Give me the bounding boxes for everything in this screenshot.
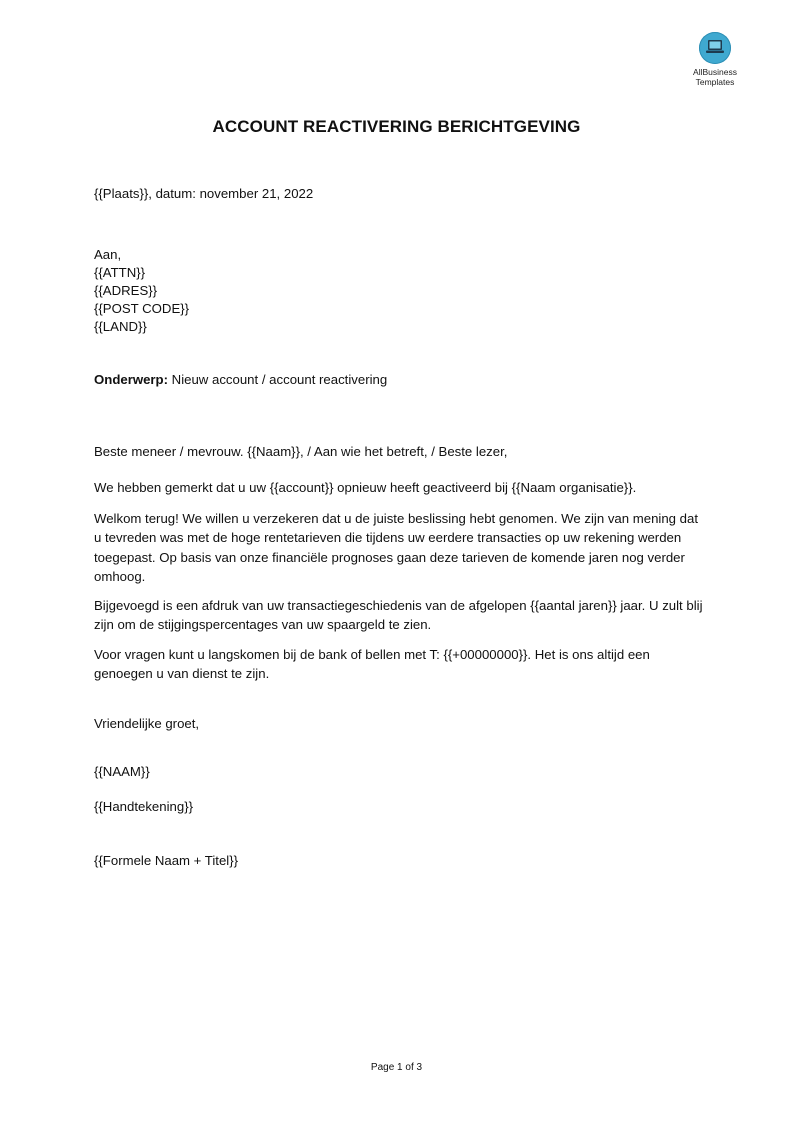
allbusiness-logo [685, 30, 745, 87]
salutation: Beste meneer / mevrouw. {{Naam}}, / Aan wie het betreft, / Beste lezer, [94, 444, 508, 459]
address-adres: {{ADRES}} [94, 283, 158, 298]
subject-text: Nieuw account / account reactivering [168, 372, 388, 387]
logo-text: AllBusiness Templates [693, 67, 737, 87]
paragraph-4: Voor vragen kunt u langskomen bij de bank of bellen met T: {{+00000000}}. Het is ons altijd een genoegen u van dienst te zijn. [94, 647, 650, 682]
paragraph-2: Welkom terug! We willen u verzekeren dat u de juiste beslissing hebt genomen. We zijn van mening dat u tevreden was met de hoge rentetarieven die tijdens uw eerdere transacties op uw rekening werden toegepast. Op basis van onze financiële prognoses gaan deze tarieven de komende jaren nog verder omhoog. [94, 511, 699, 584]
page-number: Page 1 of 3 [370, 1062, 423, 1073]
signature-handtekening: {{Handtekening}} [94, 799, 194, 814]
address-land: {{LAND}} [94, 319, 147, 334]
subject-label: Onderwerp: [94, 372, 169, 387]
address-attn: {{ATTN}} [94, 265, 146, 280]
address-greeting: Aan, [94, 247, 122, 262]
signature-formal: {{Formele Naam + Titel}} [94, 853, 239, 868]
signature-name: {{NAAM}} [94, 764, 150, 779]
document-title: ACCOUNT REACTIVERING BERICHTGEVING [212, 117, 581, 136]
paragraph-3: Bijgevoegd is een afdruk van uw transactiegeschiedenis van de afgelopen {{aantal jaren}} jaar. U zult blij zijn om de stijgingspercentages van uw spaargeld te zien. [94, 598, 703, 633]
closing: Vriendelijke groet, [94, 716, 200, 731]
laptop-icon [699, 32, 731, 64]
place-date: {{Plaats}}, datum: november 21, 2022 [94, 186, 314, 201]
paragraph-1: We hebben gemerkt dat u uw {{account}} opnieuw heeft geactiveerd bij {{Naam organisatie}}. [94, 480, 637, 495]
address-post-code: {{POST CODE}} [94, 301, 190, 316]
subject-line [94, 370, 387, 389]
